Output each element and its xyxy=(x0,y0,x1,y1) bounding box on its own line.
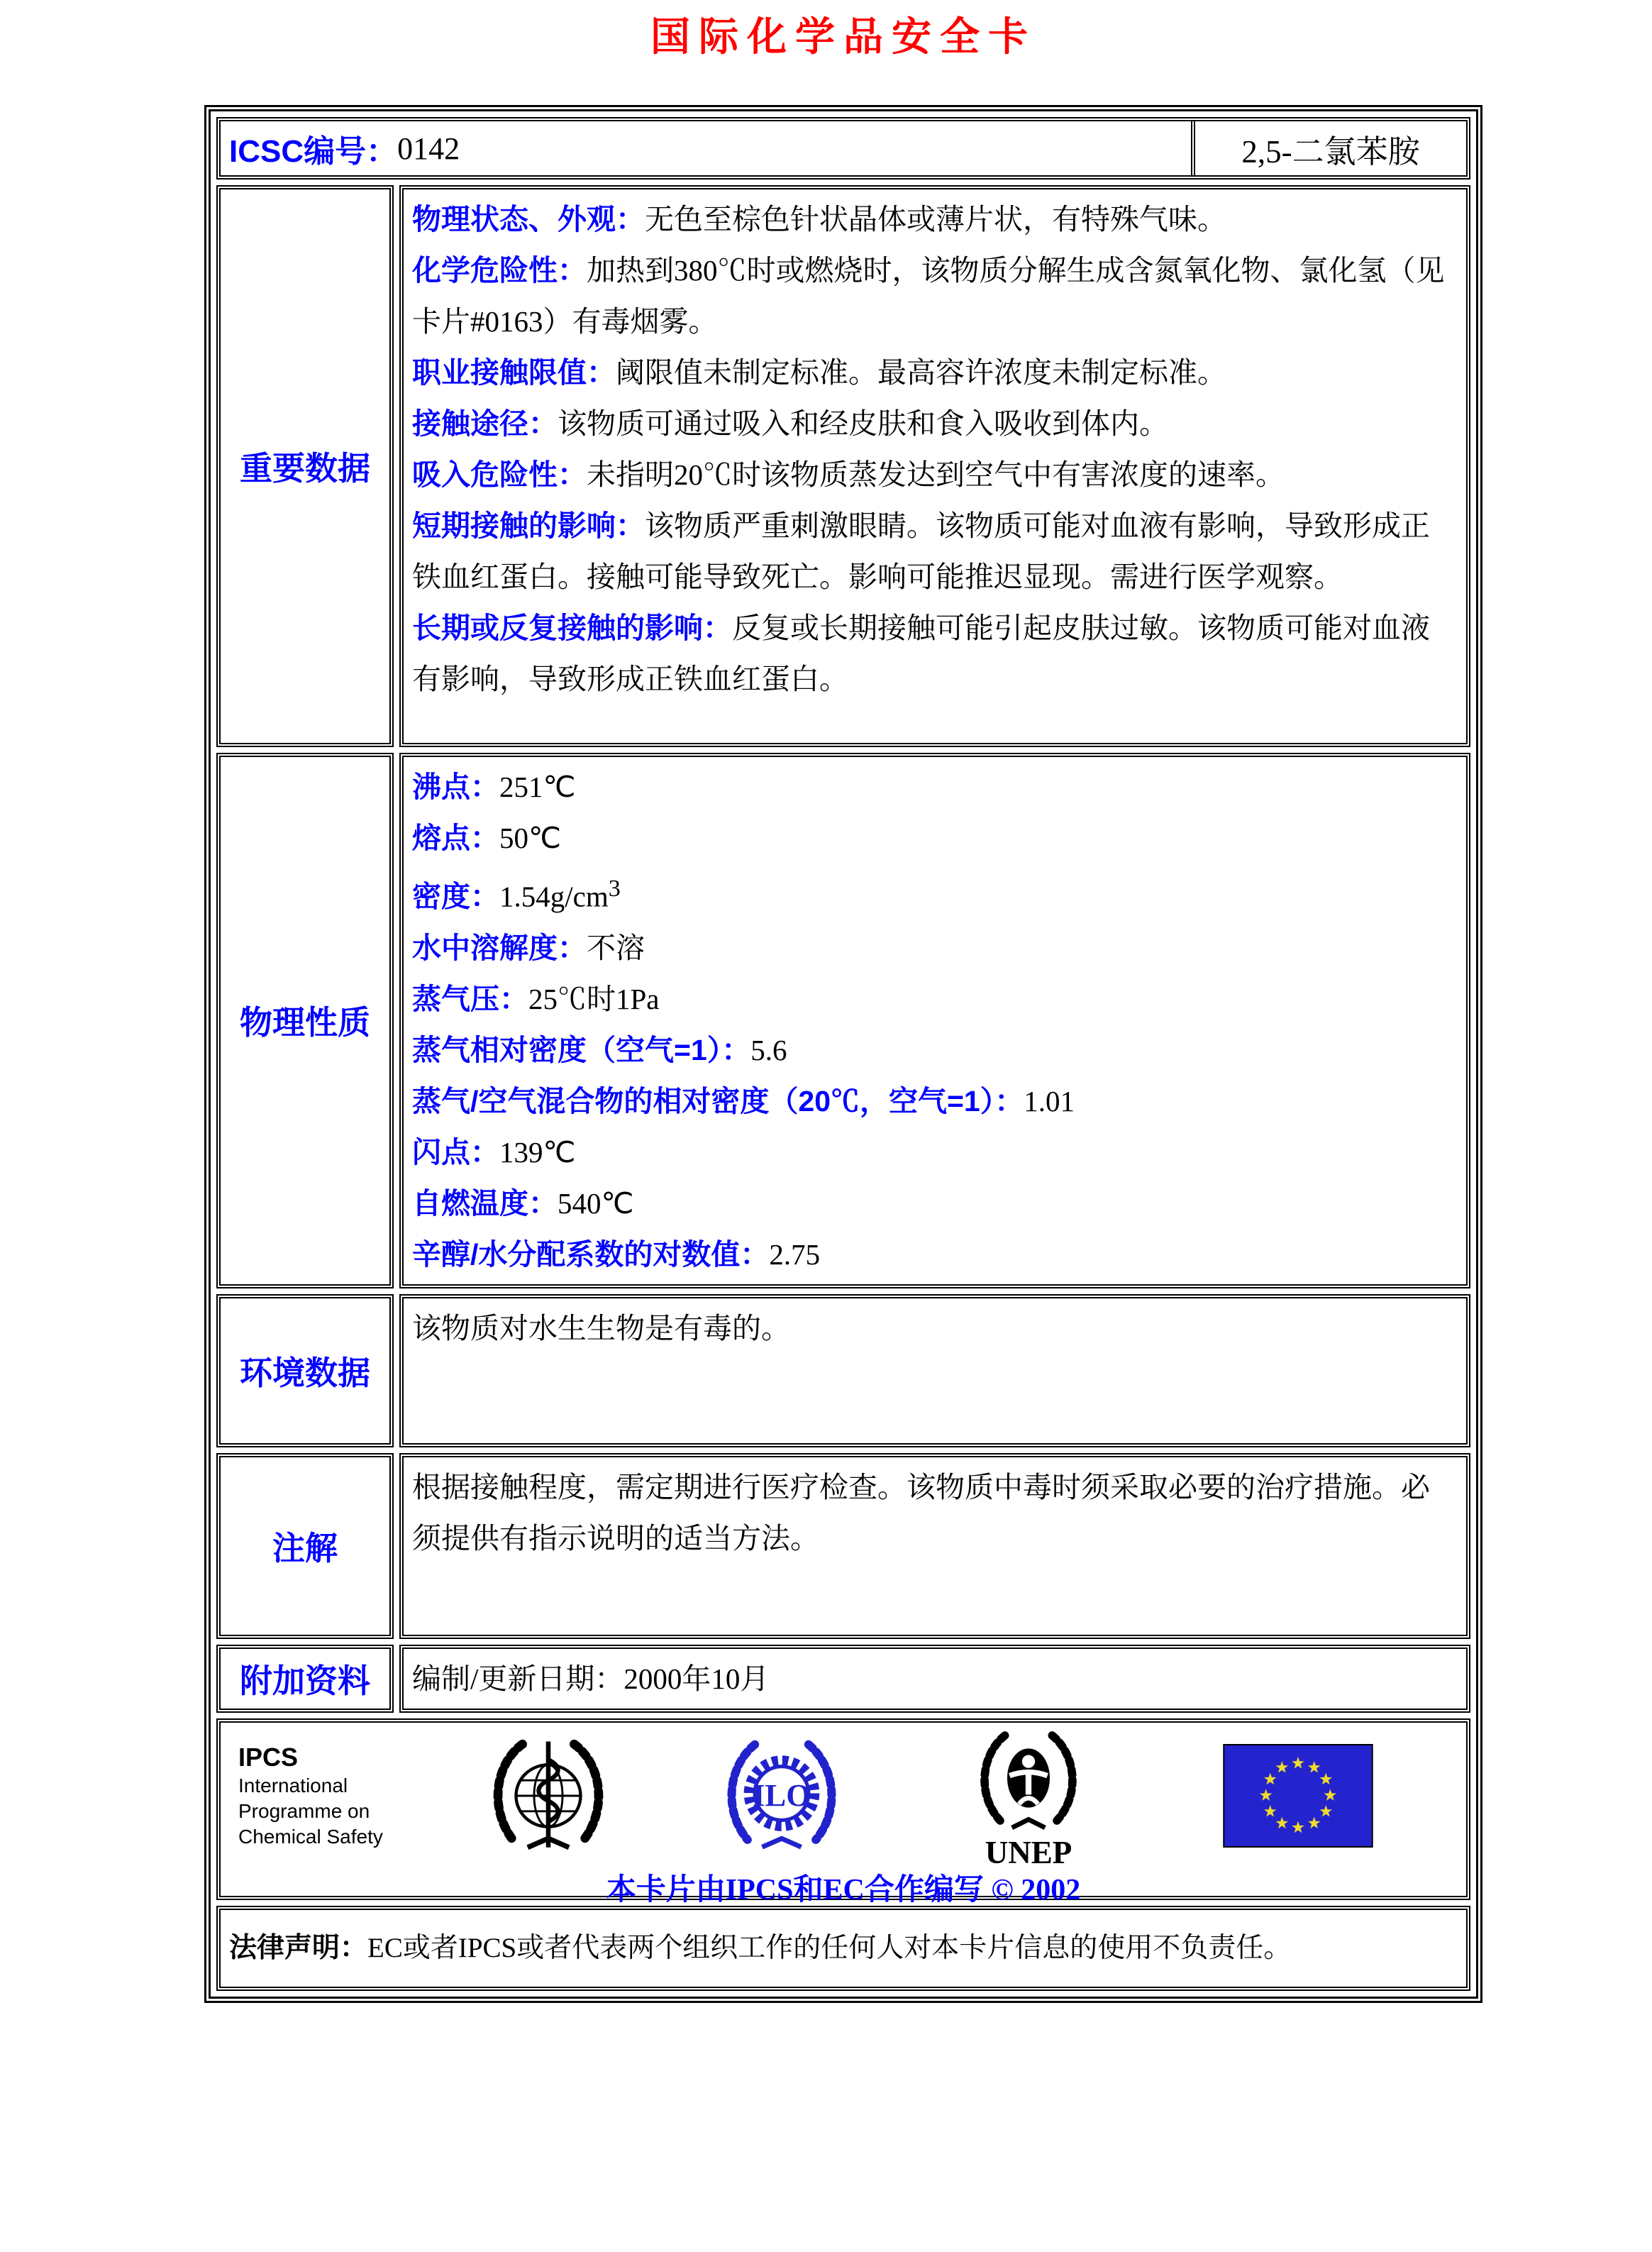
update-date-line: 编制/更新日期：2000年10月 xyxy=(412,1662,770,1695)
page-title: 国际化学品安全卡 xyxy=(650,14,1036,59)
field-autoignition-temperature: 自燃温度：540℃ xyxy=(412,1186,634,1220)
field-boiling-point: 沸点：251℃ xyxy=(412,771,576,803)
field-density: 密度：$1.54g/cm^3$ xyxy=(412,876,621,913)
additional-info-content xyxy=(399,1645,1470,1713)
icsc-number-value: 0142 xyxy=(397,131,460,166)
legal-label: 法律声明： xyxy=(229,1932,368,1963)
notes-text: 根据接触程度，需定期进行医疗检查。该物质中毒时须采取必要的治疗措施。必须提供有指示说明的适当方法。 xyxy=(412,1470,1430,1555)
physical-properties-content xyxy=(399,753,1470,1288)
chemical-name: 2,5-二氯苯胺 xyxy=(1241,133,1420,170)
important-data-row-label: 重要数据 xyxy=(216,185,394,747)
credit-line xyxy=(238,1866,1448,1909)
notes-content xyxy=(399,1453,1470,1639)
credit-text: 本卡片由IPCS和EC合作编写 xyxy=(606,1873,984,1906)
ipcs-subtitle-line2: Programme on xyxy=(238,1799,370,1822)
field-vapor-relative-density: 蒸气相对密度（空气=1）：5.6 xyxy=(412,1033,787,1066)
physical-properties-row-label: 物理性质 xyxy=(216,753,394,1288)
chemical-name-cell xyxy=(1191,121,1466,175)
field-occupational-limit: 职业接触限值：阈限值未制定标准。最高容许浓度未制定标准。 xyxy=(412,356,1226,389)
field-inhalation-risk: 吸入危险性：未指明20℃时该物质蒸发达到空气中有害浓度的速率。 xyxy=(412,458,1285,491)
legal-text: EC或者IPCS或者代表两个组织工作的任何人对本卡片信息的使用不负责任。 xyxy=(367,1932,1292,1963)
important-data-content xyxy=(399,185,1470,747)
svg-text:UNEP: UNEP xyxy=(985,1834,1072,1870)
unep-logo-icon xyxy=(969,1728,1088,1870)
field-long-term-effects: 长期或反复接触的影响：反复或长期接触可能引起皮肤过敏。该物质可能对血液有影响，导致形成正铁血红蛋白。 xyxy=(412,612,1430,695)
environmental-data-row xyxy=(216,1294,1470,1447)
ipcs-text-block xyxy=(238,1742,451,1850)
header-row xyxy=(216,117,1470,180)
additional-info-row xyxy=(216,1645,1470,1713)
eu-flag-icon xyxy=(1223,1744,1373,1848)
who-logo-icon xyxy=(484,1731,613,1860)
environmental-data-row-label: 环境数据 xyxy=(216,1294,394,1447)
icsc-card xyxy=(204,105,1482,2003)
field-melting-point: 熔点：50℃ xyxy=(412,822,562,854)
field-exposure-routes: 接触途径：该物质可通过吸入和经皮肤和食入吸收到体内。 xyxy=(412,407,1168,440)
icsc-number-label: ICSC编号： xyxy=(229,134,398,169)
icsc-number-cell xyxy=(221,121,1191,175)
notes-row-label: 注解 xyxy=(216,1453,394,1639)
svg-text:ILO: ILO xyxy=(752,1777,811,1813)
field-octanol-water-coefficient: 辛醇/水分配系数的对数值：2.75 xyxy=(412,1237,821,1271)
ipcs-subtitle-line3: Chemical Safety xyxy=(238,1825,383,1848)
density-superscript: 3 xyxy=(608,876,621,902)
field-physical-state: 物理状态、外观：无色至棕色针状晶体或薄片状，有特殊气味。 xyxy=(412,203,1226,236)
notes-row xyxy=(216,1453,1470,1639)
footer-logos-box xyxy=(216,1718,1470,1906)
field-vapor-air-mixture-density: 蒸气/空气混合物的相对密度（20℃，空气=1）：1.01 xyxy=(412,1084,1075,1117)
ipcs-title: IPCS xyxy=(238,1742,299,1772)
ilo-logo-icon xyxy=(721,1735,843,1857)
physical-properties-row xyxy=(216,753,1470,1288)
environmental-data-content xyxy=(399,1294,1470,1447)
field-short-term-effects: 短期接触的影响：该物质严重刺激眼睛。该物质可能对血液有影响，导致形成正铁血红蛋白。接触可能导致死亡。影响可能推迟显现。需进行医学观察。 xyxy=(412,509,1430,593)
field-flash-point: 闪点：139℃ xyxy=(412,1135,576,1169)
legal-box xyxy=(216,1906,1470,1991)
ipcs-subtitle-line1: International xyxy=(238,1774,348,1796)
field-vapor-pressure: 蒸气压：25℃时1Pa xyxy=(412,982,660,1015)
important-data-row xyxy=(216,185,1470,747)
additional-info-row-label: 附加资料 xyxy=(216,1645,394,1713)
field-chemical-danger: 化学危险性：加热到380℃时或燃烧时，该物质分解生成含氮氧化物、氯化氢（见卡片#0163）有毒烟雾。 xyxy=(412,254,1445,338)
field-water-solubility: 水中溶解度：不溶 xyxy=(412,931,645,964)
footer-logos xyxy=(238,1730,1466,1870)
copyright-text: © 2002 xyxy=(991,1873,1081,1906)
environmental-data-text: 该物质对水生生物是有毒的。 xyxy=(412,1311,790,1345)
